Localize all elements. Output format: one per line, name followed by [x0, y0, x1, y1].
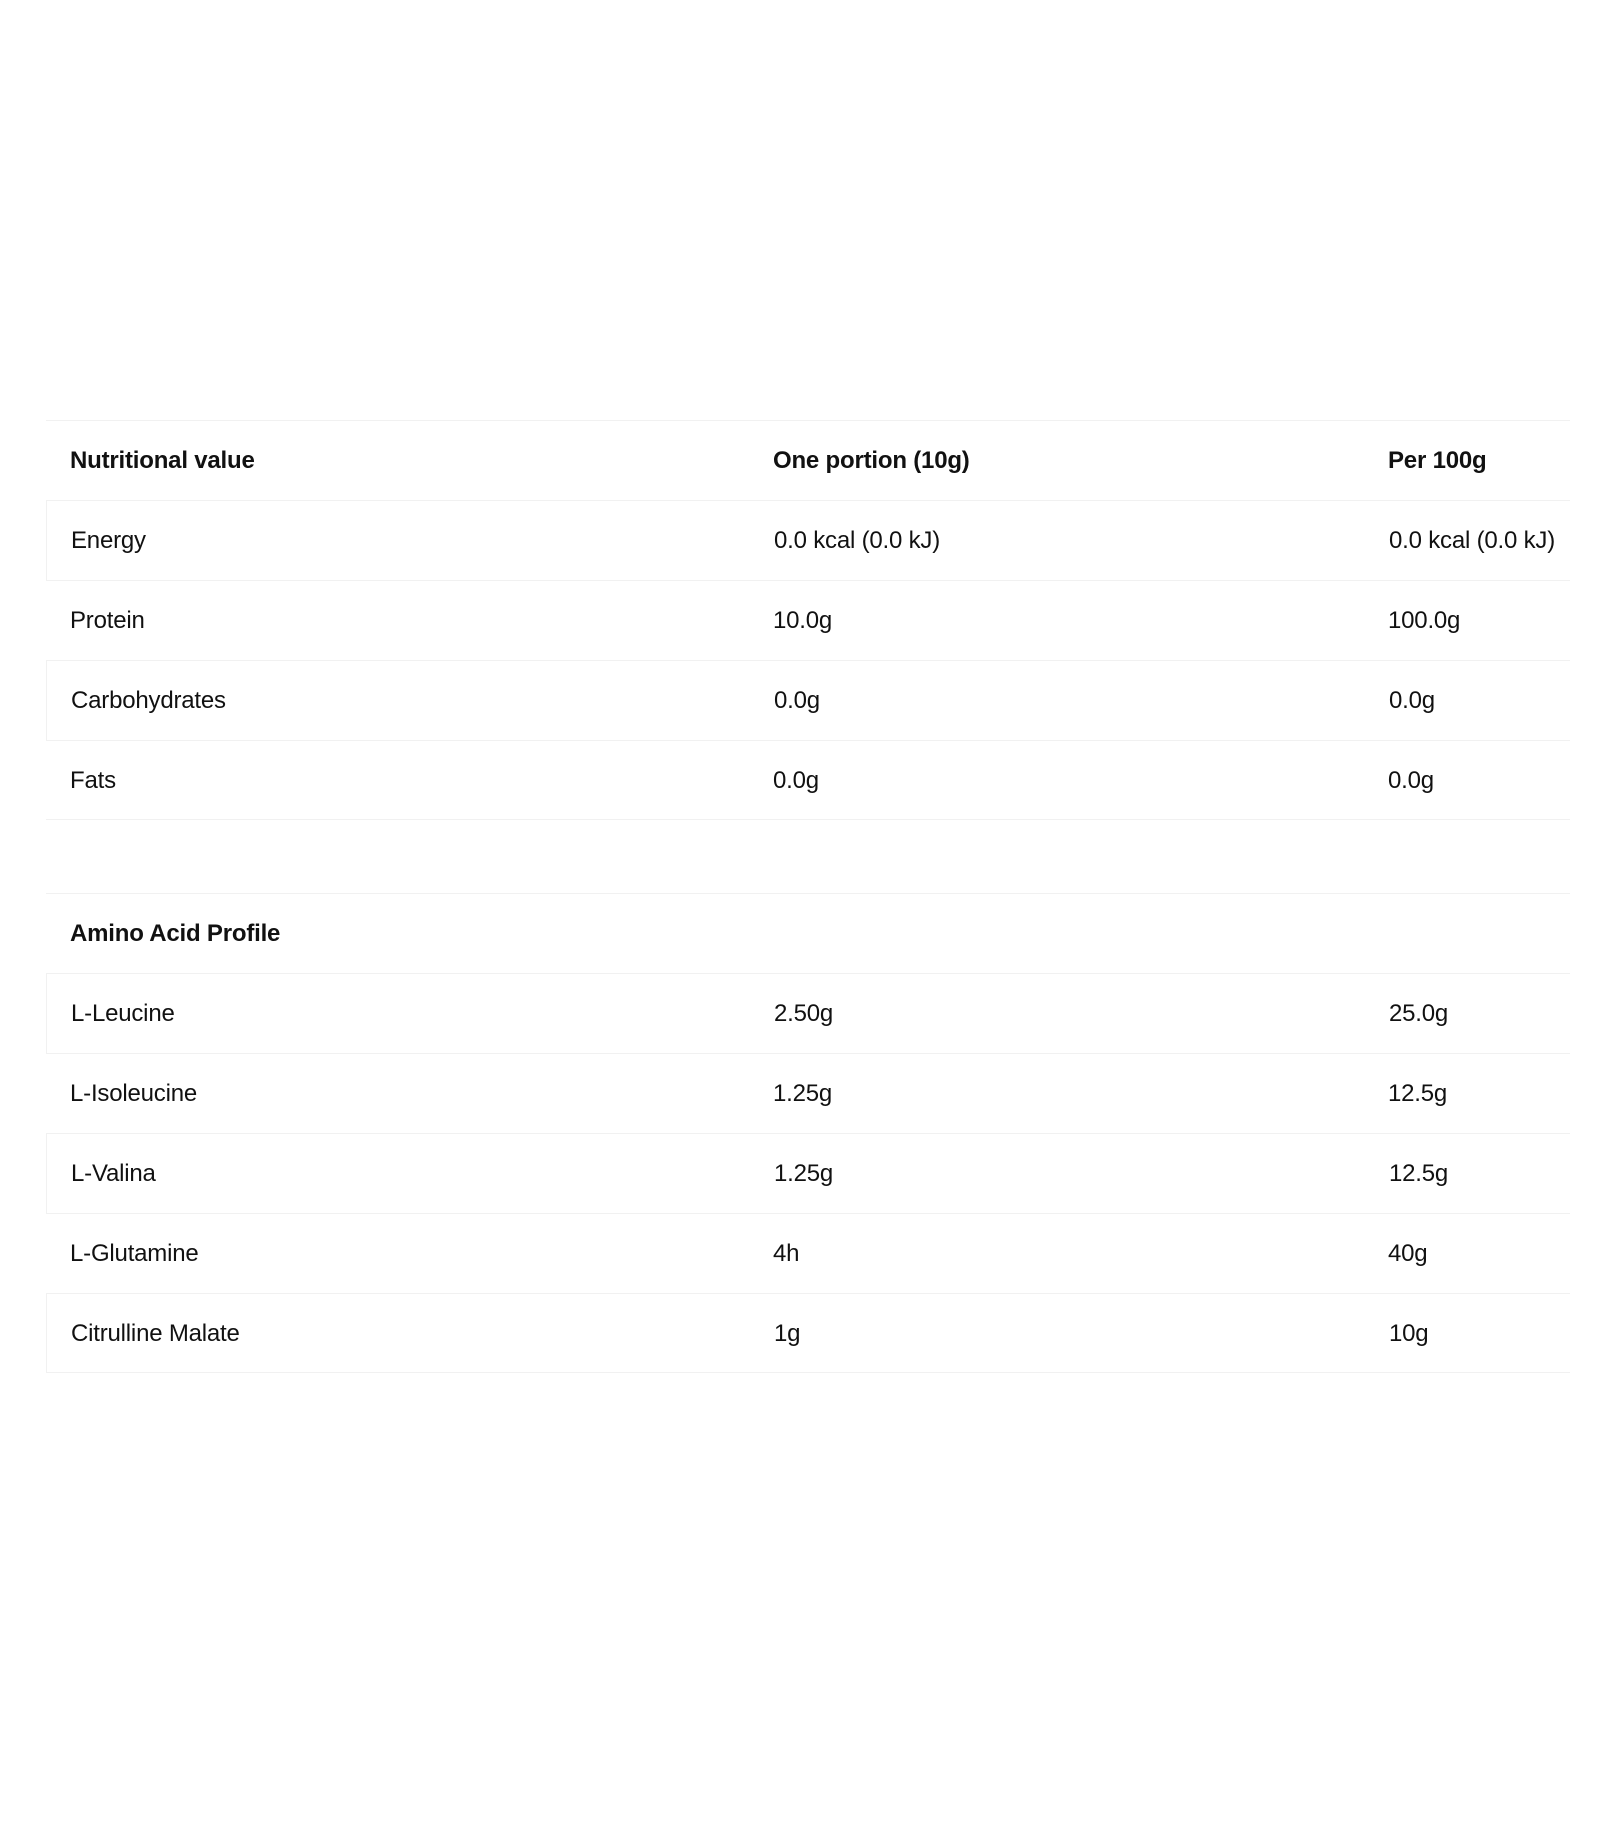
row-portion-value: 2.50g: [774, 1000, 834, 1027]
row-label: L-Isoleucine: [70, 1080, 198, 1107]
table-row-l-leucine: [46, 973, 1570, 1053]
row-label: Fats: [70, 767, 116, 794]
row-label: Citrulline Malate: [71, 1320, 240, 1347]
table-row-l-valina: [46, 1133, 1570, 1213]
row-per100-value: 0.0 kcal (0.0 kJ): [1389, 527, 1555, 554]
nutrition-header-portion: One portion (10g): [773, 447, 970, 474]
row-label: Carbohydrates: [71, 687, 226, 714]
nutrition-header-per100: Per 100g: [1388, 447, 1487, 474]
table-row-fats: [46, 740, 1570, 820]
table-row-protein: [46, 580, 1570, 660]
row-per100-value: 0.0g: [1388, 767, 1434, 794]
amino-header-name: Amino Acid Profile: [70, 920, 281, 947]
row-per100-value: 100.0g: [1388, 607, 1461, 634]
table-row-l-glutamine: [46, 1213, 1570, 1293]
amino-header-row: [46, 893, 1570, 973]
row-label: L-Glutamine: [70, 1240, 199, 1267]
table-row-citrulline-malate: [46, 1293, 1570, 1373]
nutrition-header-row: [46, 420, 1570, 500]
row-per100-value: 12.5g: [1388, 1080, 1448, 1107]
row-per100-value: 40g: [1388, 1240, 1428, 1267]
table-row-l-isoleucine: [46, 1053, 1570, 1133]
table-row-carbohydrates: [46, 660, 1570, 740]
row-portion-value: 10.0g: [773, 607, 833, 634]
row-portion-value: 4h: [773, 1240, 800, 1267]
row-portion-value: 1.25g: [773, 1080, 833, 1107]
row-per100-value: 0.0g: [1389, 687, 1435, 714]
row-portion-value: 1.25g: [774, 1160, 834, 1187]
nutrition-table: [46, 420, 1570, 820]
row-portion-value: 0.0g: [773, 767, 819, 794]
row-label: Energy: [71, 527, 146, 554]
row-per100-value: 12.5g: [1389, 1160, 1449, 1187]
nutrition-header-name: Nutritional value: [70, 447, 255, 474]
row-portion-value: 1g: [774, 1320, 801, 1347]
table-row-energy: [46, 500, 1570, 580]
row-label: Protein: [70, 607, 145, 634]
row-portion-value: 0.0g: [774, 687, 820, 714]
row-label: L-Valina: [71, 1160, 156, 1187]
row-label: L-Leucine: [71, 1000, 175, 1027]
row-portion-value: 0.0 kcal (0.0 kJ): [774, 527, 940, 554]
amino-acid-table: [46, 893, 1570, 1373]
row-per100-value: 25.0g: [1389, 1000, 1449, 1027]
row-per100-value: 10g: [1389, 1320, 1429, 1347]
